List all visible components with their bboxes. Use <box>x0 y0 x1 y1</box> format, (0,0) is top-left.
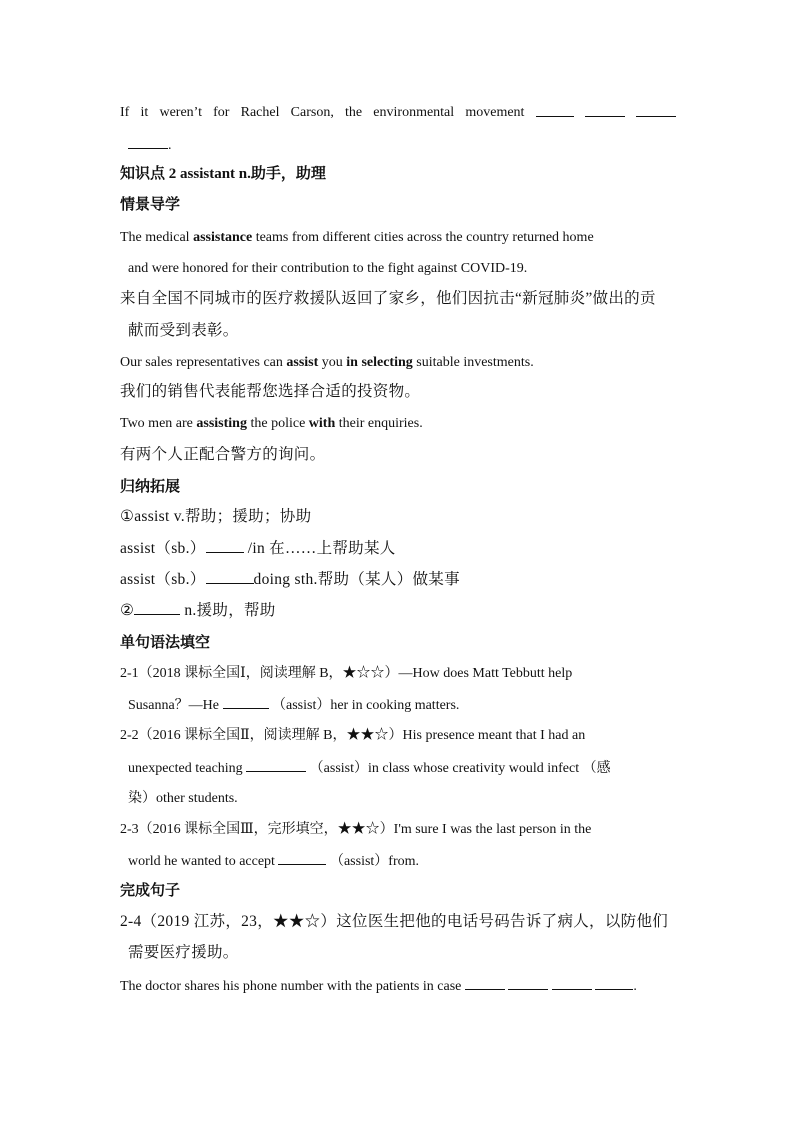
answer-blank[interactable] <box>508 977 548 990</box>
answer-blank[interactable] <box>552 977 592 990</box>
section-heading-scene: 情景导学 <box>120 197 181 213</box>
example-3: Two men are assisting the police with their enquiries. <box>120 416 423 431</box>
answer-blank[interactable] <box>128 136 168 149</box>
question-2-4-line-2: 需要医疗援助。 <box>128 944 239 961</box>
question-2-1-line-1: 2-1（2018 课标全国Ⅰ，阅读理解 B，★☆☆）—How does Matt Tebbutt help <box>120 666 573 681</box>
answer-blank[interactable] <box>585 104 625 117</box>
section-heading-grammar: 单句语法填空 <box>120 635 211 651</box>
intro-line-2: . <box>128 136 172 155</box>
intro-word: Carson, <box>290 105 334 120</box>
question-2-3-line-1: 2-3（2016 课标全国Ⅲ，完形填空，★★☆）I'm sure I was the last person in the <box>120 822 592 837</box>
example-1-line-2: and were honored for their contribution to the fight against COVID-19. <box>128 261 528 276</box>
example-1-translation-1: 来自全国不同城市的医疗救援队返回了家乡，他们因抗击“新冠肺炎”做出的贡 <box>120 290 656 307</box>
section-heading-summary: 归纳拓展 <box>120 479 181 495</box>
answer-blank[interactable] <box>134 602 180 615</box>
summary-item-4: ② n.援助，帮助 <box>120 602 276 619</box>
section-heading-complete: 完成句子 <box>120 883 181 899</box>
intro-line-1 <box>120 104 676 122</box>
example-1-line-1: The medical assistance teams from different cities across the country returned home <box>120 230 594 245</box>
answer-blank[interactable] <box>465 977 505 990</box>
intro-word: for <box>213 105 230 120</box>
intro-word: it <box>140 105 149 120</box>
question-2-4-english: The doctor shares his phone number with the patients in case . <box>120 979 637 994</box>
question-2-4-line-1: 2-4（2019 江苏，23，★★☆）这位医生把他的电话号码告诉了病人，以防他们 <box>120 913 669 930</box>
intro-word: If <box>120 105 130 120</box>
answer-blank[interactable] <box>595 977 633 990</box>
knowledge-point-heading: 知识点 2 assistant n.助手，助理 <box>120 166 326 182</box>
intro-word: the <box>345 105 363 120</box>
answer-blank[interactable] <box>246 759 306 772</box>
answer-blank[interactable] <box>223 696 269 709</box>
example-3-translation: 有两个人正配合警方的询问。 <box>120 446 326 463</box>
summary-item-1: ①assist v.帮助；援助；协助 <box>120 508 312 525</box>
question-2-2-line-2: unexpected teaching （assist）in class whose creativity would infect （感 <box>128 761 611 776</box>
answer-blank[interactable] <box>206 571 254 584</box>
intro-word: weren’t <box>159 105 202 120</box>
answer-blank[interactable] <box>536 104 574 117</box>
summary-item-2: assist（sb.） /in 在……上帮助某人 <box>120 540 396 557</box>
question-2-2-line-3: 染）other students. <box>128 791 238 806</box>
question-2-2-line-1: 2-2（2016 课标全国Ⅱ，阅读理解 B，★★☆）His presence meant that I had an <box>120 728 586 743</box>
example-2: Our sales representatives can assist you in selecting suitable investments. <box>120 355 534 370</box>
example-1-translation-2: 献而受到表彰。 <box>128 322 239 339</box>
summary-item-3: assist（sb.） doing sth.帮助（某人）做某事 <box>120 571 460 588</box>
intro-word: movement <box>465 105 525 120</box>
intro-word: Rachel <box>240 105 280 120</box>
question-2-1-line-2: Susanna？—He （assist）her in cooking matters. <box>128 698 460 713</box>
question-2-3-line-2: world he wanted to accept （assist）from. <box>128 854 420 869</box>
answer-blank[interactable] <box>278 852 326 865</box>
intro-word: environmental <box>373 105 455 120</box>
answer-blank[interactable] <box>206 540 244 553</box>
example-2-translation: 我们的销售代表能帮您选择合适的投资物。 <box>120 383 421 400</box>
answer-blank[interactable] <box>636 104 676 117</box>
